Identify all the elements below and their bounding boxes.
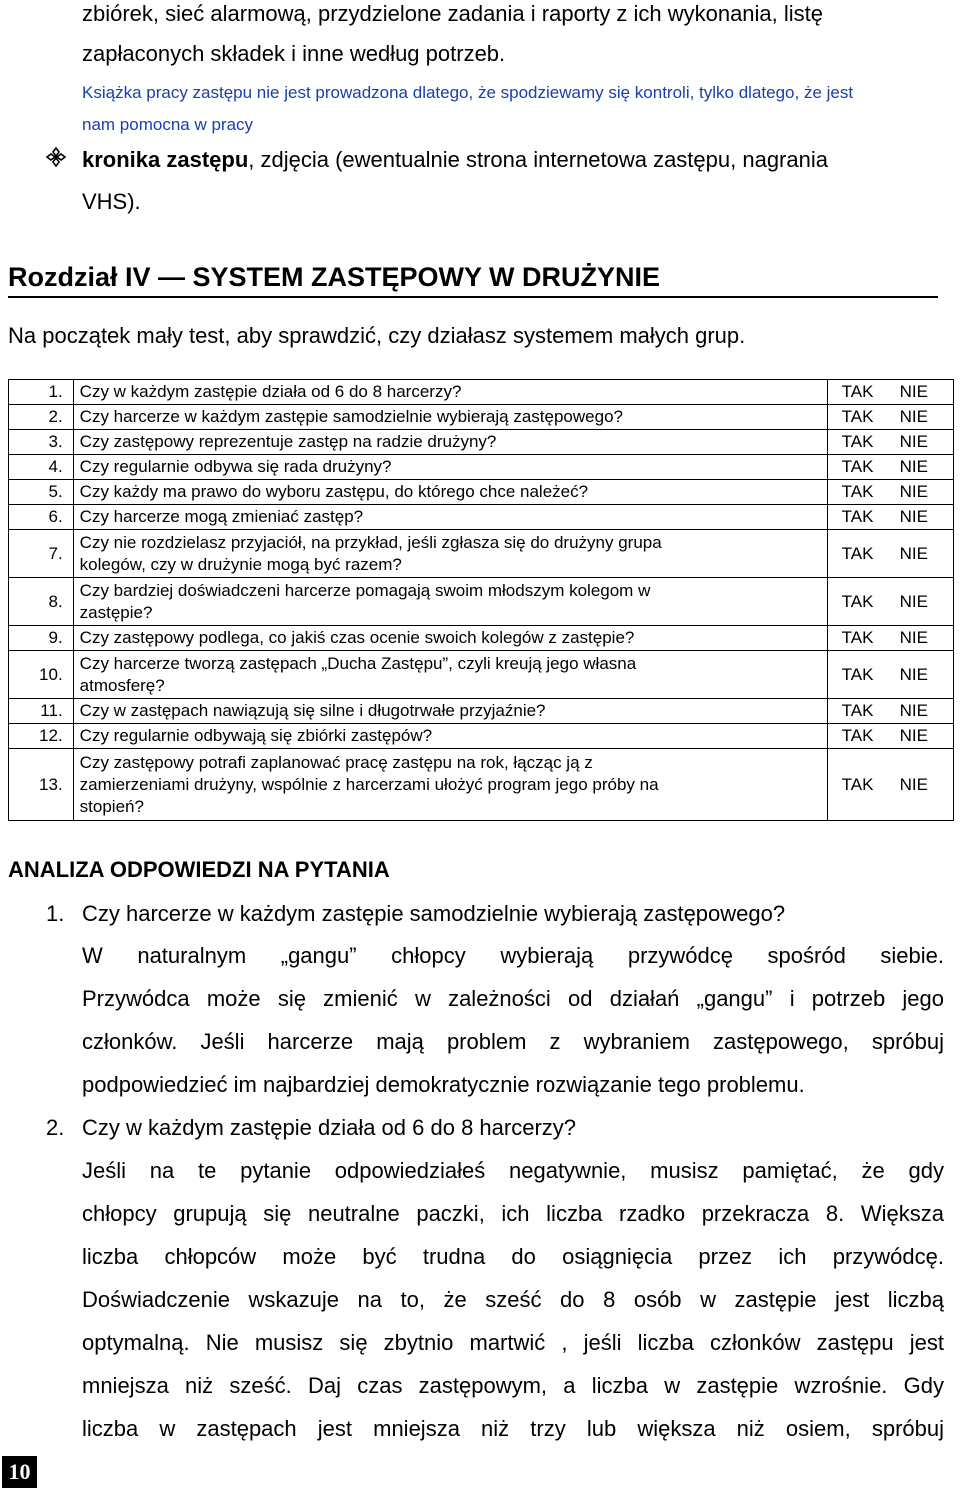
quiz-answer-options	[827, 430, 953, 455]
note-line-1: Książka pracy zastępu nie jest prowadzona dlatego, że spodziewamy się kontroli, tylko dlatego, że jest	[82, 83, 854, 102]
quiz-question-line: Czy w zastępach nawiązują się silne i długotrwałe przyjaźnie?	[79, 701, 546, 720]
answer-line: członków. Jeśli harcerze mają problem z wybraniem zastępowego, spróbuj	[82, 1029, 944, 1054]
quiz-row-number: 10.	[9, 651, 74, 699]
bullet-text: , zdjęcia (ewentualnie strona internetowa zastępu, nagrania	[248, 147, 828, 172]
answer-no-option[interactable]: NIE	[899, 591, 928, 611]
quiz-row	[9, 455, 954, 480]
quiz-answer-options	[827, 651, 953, 699]
answer-line: mniejsza niż sześć. Daj czas zastępowym, a liczba w zastępie wzrośnie. Gdy	[82, 1373, 944, 1398]
page-number: 10	[2, 1456, 37, 1488]
analysis-question-number: 2.	[46, 1115, 65, 1140]
answer-yes-option[interactable]: TAK	[841, 432, 874, 451]
quiz-question	[73, 651, 827, 699]
quiz-row-number: 8.	[9, 578, 74, 626]
quiz-row	[9, 405, 954, 430]
quiz-question-line: zastępie?	[79, 602, 153, 622]
quiz-question-line: Czy bardziej doświadczeni harcerze pomagają swoim młodszym kolegom w	[79, 580, 651, 600]
quiz-question	[73, 455, 827, 480]
answer-line: liczba chłopców może być trudna do osiągnięcia przez ich przywódcę.	[82, 1244, 944, 1269]
quiz-row	[9, 651, 954, 699]
bullet-bold-text: kronika zastępu	[82, 147, 249, 172]
quiz-question	[73, 699, 827, 724]
quiz-question-line: stopień?	[79, 796, 144, 816]
quiz-question	[73, 480, 827, 505]
analysis-question-1	[46, 900, 785, 928]
quiz-question	[73, 578, 827, 626]
quiz-answer-options	[827, 405, 953, 430]
quiz-table	[8, 379, 954, 821]
quiz-row	[9, 430, 954, 455]
analysis-question-2	[46, 1114, 576, 1142]
answer-yes-option[interactable]: TAK	[841, 543, 874, 563]
quiz-row-number: 4.	[9, 455, 74, 480]
quiz-answer-options	[827, 480, 953, 505]
quiz-row	[9, 699, 954, 724]
quiz-question-line: Czy regularnie odbywają się zbiórki zastępów?	[79, 726, 433, 745]
answer-yes-option[interactable]: TAK	[841, 726, 874, 745]
quiz-row-number: 7.	[9, 530, 74, 578]
quiz-row	[9, 749, 954, 821]
quiz-question-line: Czy zastępowy reprezentuje zastęp na radzie drużyny?	[79, 432, 497, 451]
quiz-question	[73, 430, 827, 455]
answer-line: optymalną. Nie musisz się zbytnio martwić , jeśli liczba członków zastępu jest	[82, 1330, 944, 1355]
quiz-row	[9, 626, 954, 651]
answer-no-option[interactable]: NIE	[899, 507, 928, 526]
quiz-row-number: 3.	[9, 430, 74, 455]
answer-no-option[interactable]: NIE	[899, 701, 928, 720]
quiz-question	[73, 749, 827, 821]
diamond-bullet-icon	[46, 147, 66, 167]
chapter-intro: Na początek mały test, aby sprawdzić, czy działasz systemem małych grup.	[8, 323, 746, 348]
quiz-question-line: Czy harcerze tworzą zastępach „Ducha Zastępu”, czyli kreują jego własna	[79, 653, 637, 673]
answer-yes-option[interactable]: TAK	[841, 482, 874, 501]
analysis-question-number: 1.	[46, 901, 65, 926]
quiz-row	[9, 380, 954, 405]
answer-line: Jeśli na te pytanie odpowiedziałeś negatywnie, musisz pamiętać, że gdy	[82, 1158, 944, 1183]
intro-line-1: zbiórek, sieć alarmową, przydzielone zadania i raporty z ich wykonania, listę	[82, 1, 824, 26]
quiz-question-line: Czy każdy ma prawo do wyboru zastępu, do którego chce należeć?	[79, 482, 589, 501]
quiz-answer-options	[827, 505, 953, 530]
answer-line: podpowiedzieć im najbardziej demokratycznie rozwiązanie tego problemu.	[82, 1072, 805, 1097]
quiz-answer-options	[827, 455, 953, 480]
answer-line: Doświadczenie wskazuje na to, że sześć do 8 osób w zastępie jest liczbą	[82, 1287, 944, 1312]
quiz-row	[9, 530, 954, 578]
quiz-answer-options	[827, 380, 953, 405]
answer-yes-option[interactable]: TAK	[841, 774, 874, 794]
answer-no-option[interactable]: NIE	[899, 726, 928, 745]
answer-yes-option[interactable]: TAK	[841, 407, 874, 426]
quiz-row	[9, 505, 954, 530]
quiz-question	[73, 724, 827, 749]
quiz-row-number: 12.	[9, 724, 74, 749]
quiz-row	[9, 724, 954, 749]
chapter-title: Rozdział IV — SYSTEM ZASTĘPOWY W DRUŻYNIE	[8, 262, 661, 292]
quiz-question-line: atmosferę?	[79, 675, 165, 695]
quiz-answer-options	[827, 724, 953, 749]
answer-no-option[interactable]: NIE	[899, 432, 928, 451]
answer-no-option[interactable]: NIE	[899, 407, 928, 426]
quiz-question-line: Czy regularnie odbywa się rada drużyny?	[79, 457, 392, 476]
quiz-question	[73, 626, 827, 651]
quiz-row-number: 11.	[9, 699, 74, 724]
quiz-question-line: Czy w każdym zastępie działa od 6 do 8 harcerzy?	[79, 382, 462, 401]
quiz-row-number: 13.	[9, 749, 74, 821]
quiz-answer-options	[827, 699, 953, 724]
chapter-divider	[8, 296, 938, 298]
bullet-item	[82, 146, 828, 174]
analysis-title: ANALIZA ODPOWIEDZI NA PYTANIA	[8, 857, 390, 882]
answer-line: liczba w zastępach jest mniejsza niż trzy lub większa niż osiem, spróbuj	[82, 1416, 944, 1441]
bullet-item-line-2: VHS).	[82, 189, 141, 214]
answer-no-option[interactable]: NIE	[899, 543, 928, 563]
quiz-answer-options	[827, 749, 953, 821]
answer-line: Przywódca może się zmienić w zależności od działań „gangu” i potrzeb jego	[82, 986, 944, 1011]
answer-line: chłopcy grupują się neutralne paczki, ich liczba rzadko przekracza 8. Większa	[82, 1201, 944, 1226]
answer-yes-option[interactable]: TAK	[841, 382, 874, 401]
quiz-answer-options	[827, 530, 953, 578]
answer-yes-option[interactable]: TAK	[841, 591, 874, 611]
quiz-row-number: 1.	[9, 380, 74, 405]
quiz-row	[9, 578, 954, 626]
answer-line: W naturalnym „gangu” chłopcy wybierają przywódcę spośród siebie.	[82, 943, 944, 968]
answer-yes-option[interactable]: TAK	[841, 628, 874, 647]
quiz-question-line: Czy harcerze w każdym zastępie samodzielnie wybierają zastępowego?	[79, 407, 623, 426]
quiz-answer-options	[827, 626, 953, 651]
intro-line-2: zapłaconych składek i inne według potrzeb.	[82, 41, 506, 66]
answer-yes-option[interactable]: TAK	[841, 701, 874, 720]
answer-no-option[interactable]: NIE	[899, 457, 928, 476]
quiz-question	[73, 505, 827, 530]
note-line-2: nam pomocna w pracy	[82, 115, 254, 134]
quiz-answer-options	[827, 578, 953, 626]
quiz-question	[73, 405, 827, 430]
answer-yes-option[interactable]: TAK	[841, 457, 874, 476]
answer-yes-option[interactable]: TAK	[841, 507, 874, 526]
quiz-question	[73, 380, 827, 405]
quiz-question-line: zamierzeniami drużyny, wspólnie z harcerzami ułożyć program jego próby na	[79, 774, 659, 794]
quiz-row	[9, 480, 954, 505]
answer-no-option[interactable]: NIE	[899, 664, 928, 684]
analysis-question-text: Czy w każdym zastępie działa od 6 do 8 harcerzy?	[82, 1115, 577, 1140]
quiz-question-line: kolegów, czy w drużynie mogą być razem?	[79, 554, 402, 574]
quiz-table-body	[9, 380, 954, 821]
quiz-question-line: Czy zastępowy potrafi zaplanować pracę zastępu na rok, łącząc ją z	[79, 752, 593, 772]
answer-no-option[interactable]: NIE	[899, 628, 928, 647]
quiz-question	[73, 530, 827, 578]
quiz-row-number: 6.	[9, 505, 74, 530]
quiz-row-number: 5.	[9, 480, 74, 505]
quiz-row-number: 9.	[9, 626, 74, 651]
quiz-question-line: Czy harcerze mogą zmieniać zastęp?	[79, 507, 364, 526]
analysis-question-text: Czy harcerze w każdym zastępie samodzielnie wybierają zastępowego?	[82, 901, 786, 926]
answer-yes-option[interactable]: TAK	[841, 664, 874, 684]
quiz-question-line: Czy nie rozdzielasz przyjaciół, na przykład, jeśli zgłasza się do drużyny grupa	[79, 532, 662, 552]
answer-no-option[interactable]: NIE	[899, 482, 928, 501]
quiz-row-number: 2.	[9, 405, 74, 430]
answer-no-option[interactable]: NIE	[899, 774, 928, 794]
answer-no-option[interactable]: NIE	[899, 382, 928, 401]
quiz-question-line: Czy zastępowy podlega, co jakiś czas ocenie swoich kolegów z zastępie?	[79, 628, 635, 647]
